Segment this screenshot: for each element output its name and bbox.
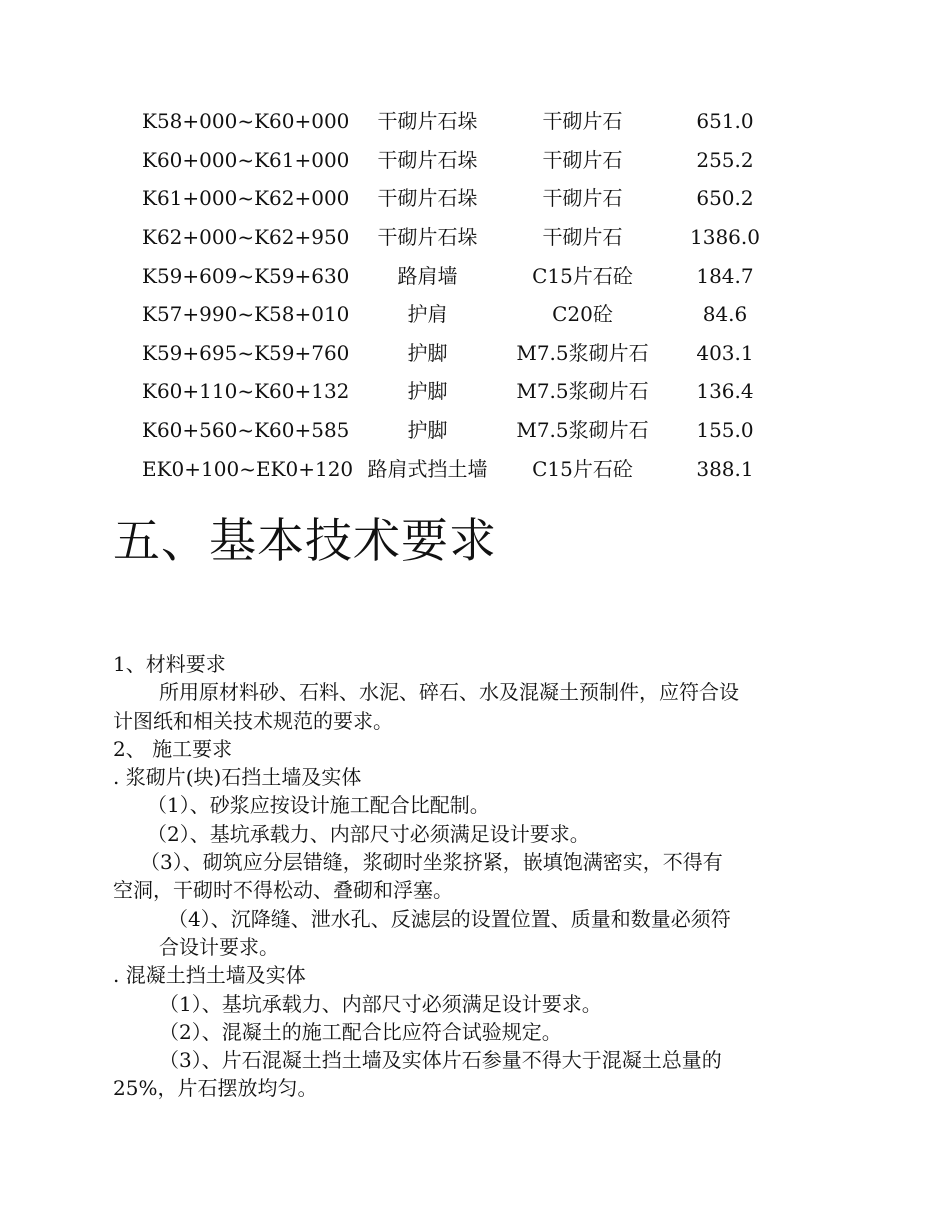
cell-material: C15片石砼: [532, 456, 633, 481]
cell-quantity: 1386.0: [690, 225, 760, 250]
item1-text-line2: 计图纸和相关技术规范的要求。: [113, 708, 393, 733]
table-row: [130, 141, 810, 180]
sub-b-item-2: （2）、混凝土的施工配合比应符合试验规定。: [159, 1019, 562, 1044]
cell-quantity: 255.2: [696, 147, 754, 172]
cell-range: K62+000~K62+950: [142, 225, 350, 250]
item1-text-line1: 所用原材料砂、石料、水泥、碎石、水及混凝土预制件，应符合设: [159, 680, 739, 705]
table-row: [130, 449, 810, 488]
sub-b-item-3-line1: （3）、片石混凝土挡土墙及实体片石参量不得大于混凝土总量的: [159, 1048, 722, 1073]
table-row: [130, 218, 810, 257]
sub-a-item-4-line2: 合设计要求。: [159, 934, 279, 959]
cell-quantity: 650.2: [696, 186, 754, 211]
cell-range: K58+000~K60+000: [142, 109, 350, 134]
cell-quantity: 84.6: [702, 302, 748, 327]
cell-material: C20砼: [552, 302, 613, 327]
sub-a-item-4-line1: （4）、沉降缝、泄水孔、反滤层的设置位置、质量和数量必须符: [168, 906, 731, 931]
cell-quantity: 155.0: [696, 418, 754, 443]
cell-structure: 护脚: [407, 340, 448, 365]
cell-structure: 干砌片石垛: [377, 225, 478, 250]
cell-material: M7.5浆砌片石: [516, 418, 649, 443]
cell-range: K60+000~K61+000: [142, 147, 350, 172]
table-row: [130, 295, 810, 334]
sub-b-item-1: （1）、基坑承载力、内部尺寸必须满足设计要求。: [159, 991, 602, 1016]
quantity-table: [130, 102, 810, 488]
cell-material: 干砌片石: [542, 147, 623, 172]
sub-b-item-3-line2: 25%，片石摆放均匀。: [113, 1076, 318, 1101]
section-body: [113, 650, 863, 1103]
cell-range: K61+000~K62+000: [142, 186, 350, 211]
cell-quantity: 651.0: [696, 109, 754, 134]
table-row: [130, 372, 810, 411]
cell-material: 干砌片石: [542, 225, 623, 250]
cell-structure: 干砌片石垛: [377, 109, 478, 134]
sub-a-item-3-line1: （3）、砌筑应分层错缝，浆砌时坐浆挤紧，嵌填饱满密实，不得有: [140, 850, 723, 875]
cell-material: M7.5浆砌片石: [516, 340, 649, 365]
sub-a-heading: . 浆砌片(块)石挡土墙及实体: [113, 765, 362, 790]
cell-quantity: 403.1: [696, 340, 754, 365]
sub-a-item-1: （1）、砂浆应按设计施工配合比配制。: [147, 793, 490, 818]
sub-b-heading: . 混凝土挡土墙及实体: [113, 963, 306, 988]
sub-a-item-3-line2: 空洞，干砌时不得松动、叠砌和浮塞。: [113, 878, 453, 903]
cell-range: K59+695~K59+760: [142, 340, 350, 365]
cell-structure: 路肩墙: [397, 263, 458, 288]
cell-quantity: 184.7: [696, 263, 754, 288]
cell-material: 干砌片石: [542, 109, 623, 134]
section-title: 五、基本技术要求: [113, 514, 497, 569]
cell-range: K57+990~K58+010: [142, 302, 350, 327]
cell-material: 干砌片石: [542, 186, 623, 211]
cell-quantity: 388.1: [696, 456, 754, 481]
cell-range: EK0+100~EK0+120: [142, 456, 354, 481]
cell-structure: 护肩: [407, 302, 448, 327]
item1-heading: 1、材料要求: [113, 652, 226, 676]
cell-structure: 干砌片石垛: [377, 147, 478, 172]
cell-structure: 护脚: [407, 418, 448, 443]
table-row: [130, 179, 810, 218]
table-row: [130, 334, 810, 373]
sub-a-item-2: （2）、基坑承载力、内部尺寸必须满足设计要求。: [147, 821, 590, 846]
cell-material: M7.5浆砌片石: [516, 379, 649, 404]
table-row: [130, 256, 810, 295]
item2-heading: 2、 施工要求: [113, 736, 233, 761]
cell-structure: 路肩式挡土墙: [367, 456, 488, 481]
cell-range: K60+110~K60+132: [142, 379, 350, 404]
cell-range: K60+560~K60+585: [142, 418, 350, 443]
cell-range: K59+609~K59+630: [142, 263, 350, 288]
cell-structure: 护脚: [407, 379, 448, 404]
table-row: [130, 411, 810, 450]
cell-material: C15片石砼: [532, 263, 633, 288]
cell-quantity: 136.4: [696, 379, 754, 404]
table-row: [130, 102, 810, 141]
cell-structure: 干砌片石垛: [377, 186, 478, 211]
